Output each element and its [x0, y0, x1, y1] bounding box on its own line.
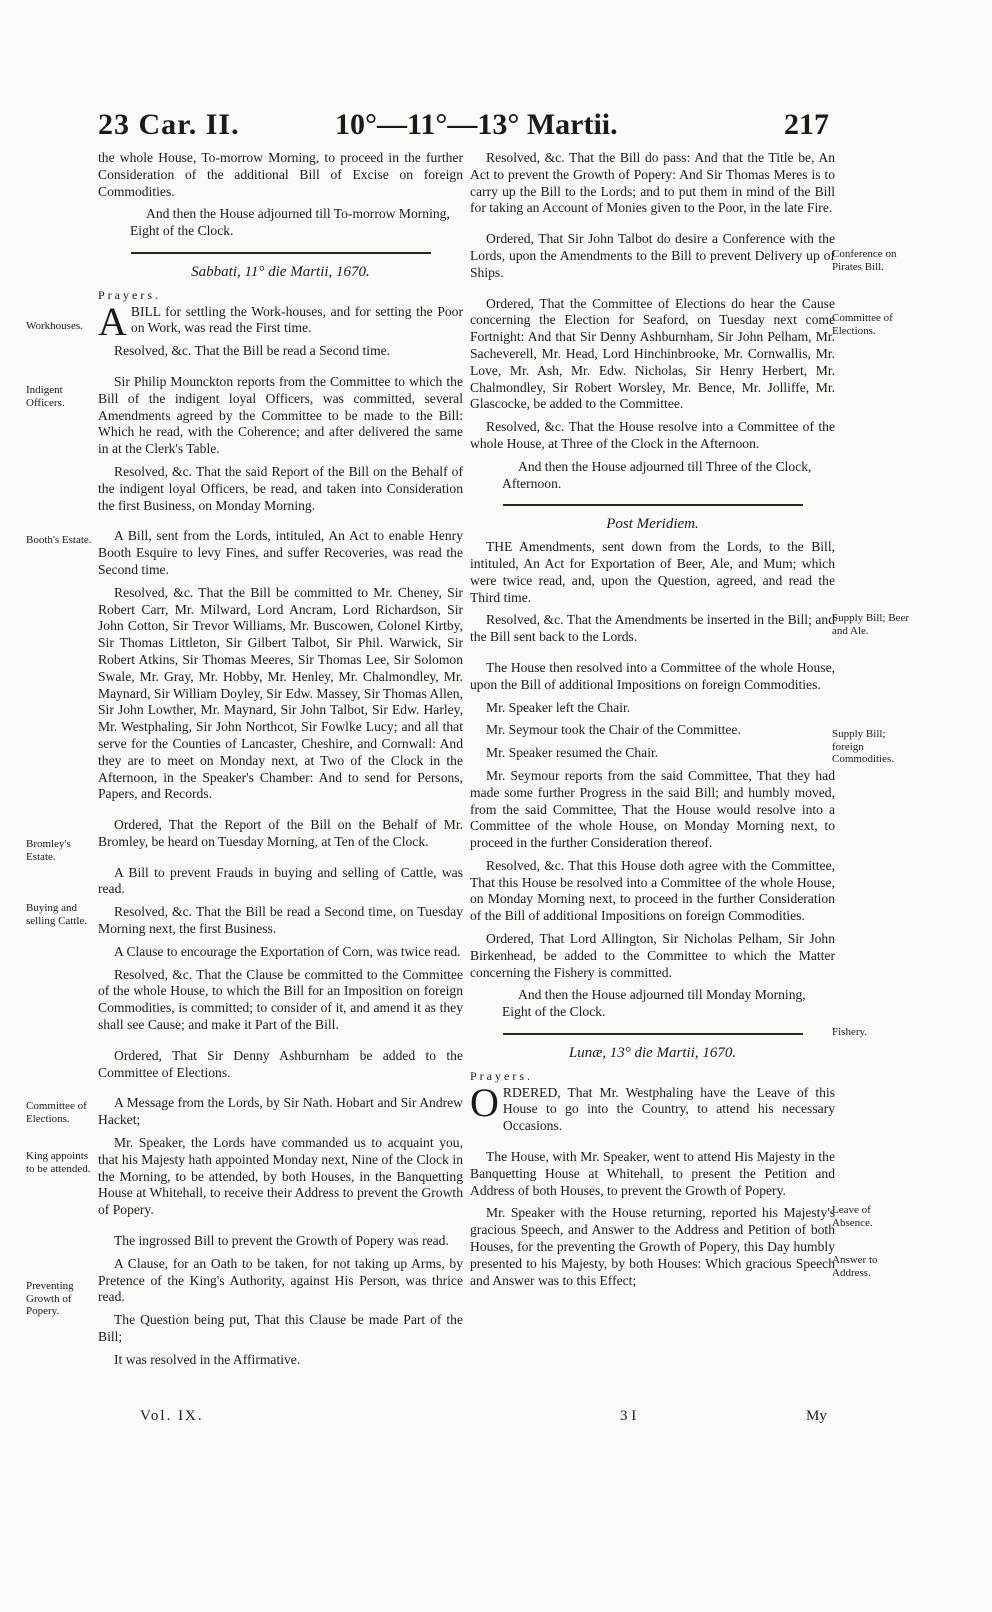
running-title-left: 23 Car. II.	[98, 108, 240, 141]
paragraph: The Question being put, That this Clause be made Part of the Bill;	[98, 1312, 463, 1345]
paragraph: The House, with Mr. Speaker, went to attend His Majesty in the Banquetting House at Whitehall, to present the Petition and Address of both Houses, to prevent the Growth of Popery.	[470, 1149, 835, 1198]
drop-cap: A	[98, 298, 127, 344]
drop-cap: O	[470, 1079, 499, 1125]
margin-note-king: King appoints to be attended.	[26, 1150, 91, 1175]
margin-note-booth: Booth's Estate.	[26, 534, 92, 546]
page-number: 217	[784, 108, 829, 141]
paragraph: Resolved, &c. That the Amendments be inserted in the Bill; and the Bill sent back to the Lords.	[470, 612, 835, 645]
paragraph: Resolved, &c. That the Bill be read a Second time, on Tuesday Morning next, the first Business.	[98, 904, 463, 937]
paragraph	[98, 298, 463, 344]
right-column	[470, 150, 835, 1295]
adjournment: And then the House adjourned till Monday Morning, Eight of the Clock.	[502, 987, 806, 1020]
margin-note-workhouses: Workhouses.	[26, 320, 83, 332]
paragraph: A Clause to encourage the Exportation of Corn, was twice read.	[114, 943, 461, 959]
sitting-date: Sabbati, 11° die Martii, 1670.	[191, 263, 370, 280]
margin-note-foreign: Supply Bill; foreign Commodities.	[832, 728, 895, 765]
margin-note-elections: Committee of Elections.	[26, 1100, 87, 1125]
margin-note-beer: Supply Bill; Beer and Ale.	[832, 612, 909, 637]
paragraph: Resolved, &c. That the Bill do pass: And that the Title be, An Act to prevent the Growth of Popery: And Sir Thomas Meres is to carry up the Bill to the Lords; and to put them in mind of the Bill for taking an Account of Monies given to the Poor, in the late Fire.	[470, 150, 835, 216]
margin-note-cattle: Buying and selling Cattle.	[26, 902, 88, 927]
paragraph: A Message from the Lords, by Sir Nath. Hobart and Sir Andrew Hacket;	[98, 1095, 463, 1128]
margin-note-popery: Preventing Growth of Popery.	[26, 1280, 74, 1317]
paragraph: THE Amendments, sent down from the Lords, to the Bill, intituled, An Act for Exportation of Beer, Ale, and Mum; which were twice read, and, upon the Question, agreed, and read the Third time.	[470, 539, 835, 605]
paragraph: Resolved, &c. That the House resolve into a Committee of the whole House, at Three of the Clock in the Afternoon.	[470, 419, 835, 451]
paragraph: the whole House, To-morrow Morning, to proceed in the further Consideration of the additional Bill of Excise on foreign Commodities.	[98, 150, 463, 199]
paragraph: Mr. Seymour took the Chair of the Committee.	[486, 722, 741, 738]
paragraph: The House then resolved into a Committee of the whole House, upon the Bill of additional Impositions on foreign Commodities.	[470, 659, 835, 692]
sitting-date: Post Meridiem.	[606, 516, 699, 533]
paragraph: Resolved, &c. That the Bill be read a Second time.	[114, 343, 391, 359]
paragraph: Ordered, That Sir Denny Ashburnham be added to the Committee of Elections.	[98, 1047, 463, 1080]
catchword: My	[806, 1408, 827, 1424]
margin-note-pirates: Conference on Pirates Bill.	[832, 248, 897, 273]
page-header	[0, 108, 992, 150]
margin-note-elections-right: Committee of Elections.	[832, 312, 893, 337]
paragraph-text: RDERED, That Mr. Westphaling have the Leave of this House to go into the Country, to attend his necessary Occasions.	[502, 1084, 835, 1134]
paragraph	[470, 1079, 835, 1135]
margin-note-answer: Answer to Address.	[832, 1254, 878, 1279]
margin-note-indigent: Indigent Officers.	[26, 384, 65, 409]
paragraph: Ordered, That the Committee of Elections do hear the Cause concerning the Election for Seaford, on Tuesday next come Fortnight: And that Sir Denny Ashburnham, Sir John Pelham, Mr. Sacheverell, Mr. Head, Lord Hinchinbrooke, Mr. Cornwallis, Mr. Love, Mr. Ash, Mr. Edw. Nicholas, Sir Henry Herbert, Mr. Chalmondley, Sir Robert Worsley, Mr. Bence, Mr. Jolliffe, Mr. Glascocke, be added to the Committee.	[470, 295, 835, 412]
paragraph: Mr. Speaker, the Lords have commanded us to acquaint you, that his Majesty hath appointed Monday next, Nine of the Clock in the Morning, to be attended, by both Houses, in the Banquetting House at Whitehall, to receive their Address to prevent the Growth of Popery.	[98, 1135, 463, 1218]
paragraph: Mr. Speaker resumed the Chair.	[486, 745, 659, 761]
margin-note-leave: Leave of Absence.	[832, 1204, 873, 1229]
running-title-center: 10°—11°—13° Martii.	[335, 108, 618, 141]
paragraph: A Bill to prevent Frauds in buying and selling of Cattle, was read.	[98, 864, 463, 897]
paragraph: Ordered, That Sir John Talbot do desire a Conference with the Lords, upon the Amendments to the Bill to prevent Delivery up of Ships.	[470, 231, 835, 280]
paragraph: A Clause, for an Oath to be taken, for not taking up Arms, by Pretence of the King's Authority, against His Person, was thrice read.	[98, 1255, 463, 1305]
adjournment: And then the House adjourned till To-morrow Morning, Eight of the Clock.	[130, 206, 450, 239]
section-rule	[131, 252, 431, 254]
section-rule	[503, 1033, 803, 1035]
paragraph: The ingrossed Bill to prevent the Growth of Popery was read.	[114, 1233, 449, 1249]
section-rule	[503, 504, 803, 506]
paragraph: Ordered, That Lord Allington, Sir Nicholas Pelham, Sir John Birkenhead, be added to the Committee to which the Matter concerning the Fishery is committed.	[470, 931, 835, 980]
margin-note-fishery: Fishery.	[832, 1026, 868, 1038]
paragraph: Resolved, &c. That the Clause be committed to the Committee of the whole House, to which the Bill for an Imposition on foreign Commodities, is committed; to consider of it, and amend it as they shall see Cause; and make it Part of the Bill.	[98, 966, 463, 1033]
paragraph: Resolved, &c. That this House doth agree with the Committee, That this House be resolved into a Committee of the whole House, on Monday Morning next, to proceed in the further Consideration of the Bill of additional Impositions on foreign Commodities.	[470, 857, 835, 924]
margin-note-bromley: Bromley's Estate.	[26, 838, 71, 863]
prayers-heading: Prayers.	[98, 287, 161, 302]
paragraph: It was resolved in the Affirmative.	[114, 1351, 301, 1367]
paragraph: Mr. Speaker left the Chair.	[486, 699, 631, 715]
sitting-date: Lunæ, 13° die Martii, 1670.	[568, 1045, 737, 1062]
paragraph: A Bill, sent from the Lords, intituled, An Act to enable Henry Booth Esquire to levy Fines, and suffer Recoveries, was read the Second time.	[98, 528, 463, 577]
paragraph: Ordered, That the Report of the Bill on the Behalf of Mr. Bromley, be heard on Tuesday Morning, at Ten of the Clock.	[98, 817, 463, 849]
paragraph: Resolved, &c. That the said Report of the Bill on the Behalf of the indigent loyal Officers, be read, and taken into Consideration the first Business, on Monday Morning.	[98, 463, 463, 513]
adjournment: And then the House adjourned till Three of the Clock, Afternoon.	[502, 458, 812, 491]
left-column	[98, 150, 463, 1375]
prayers-heading: Prayers.	[470, 1068, 533, 1083]
paragraph-text: BILL for settling the Work-houses, and for setting the Poor on Work, was read the First time.	[130, 303, 463, 336]
paragraph: Mr. Seymour reports from the said Committee, That they had made some further Progress in the said Bill; and humbly moved, from the said Committee, That the House would resolve into a Committee of the whole House, on Monday Morning next, to proceed in the further Consideration thereof.	[470, 767, 835, 851]
paragraph: Resolved, &c. That the Bill be committed to Mr. Cheney, Sir Robert Carr, Mr. Milward, Lord Ancram, Lord Richardson, Sir John Cotton, Sir Trevor Williams, Mr. Buscowen, Colonel Kirtby, Sir Thomas Littleton, Sir Gilbert Talbot, Sir Phil. Warwick, Sir Robert Atkins, Sir Thomas Meeres, Sir Thomas Lee, Sir Solomon Swale, Mr. Gray, Mr. Hobby, Mr. Henley, Mr. Chalmondley, Mr. Maynard, Sir William Doyley, Sir Edw. Massey, Sir Thomas Allen, Sir John Lowther, Mr. Maynard, Sir John Talbot, Sir Edw. Harley, Mr. Westphaling, Sir John Northcot, Sir Fowlke Lucy; and all that serve for the Counties of Lancaster, Cheshire, and Cornwall: And they are to meet on Monday next, at Two of the Clock in the Afternoon, in the Speaker's Chamber: And to send for Persons, Papers, and Records.	[98, 584, 463, 802]
signature-mark: 3 I	[620, 1408, 637, 1424]
volume-mark: Vol. IX.	[140, 1408, 204, 1424]
paragraph: Sir Philip Mounckton reports from the Committee to which the Bill of the indigent loyal Officers, was committed, several Amendments agreed by the Committee to be made to the Bill: Which he read, with the Coherence; and after delivered the same in at the Clerk's Table.	[98, 373, 463, 457]
paragraph: Mr. Speaker with the House returning, reported his Majesty's gracious Speech, and Answer to the Address and Petition of both Houses, for the preventing the Growth of Popery, this Day humbly presented to his Majesty, by both Houses: Which gracious Speech and Answer was to this Effect;	[470, 1205, 835, 1288]
